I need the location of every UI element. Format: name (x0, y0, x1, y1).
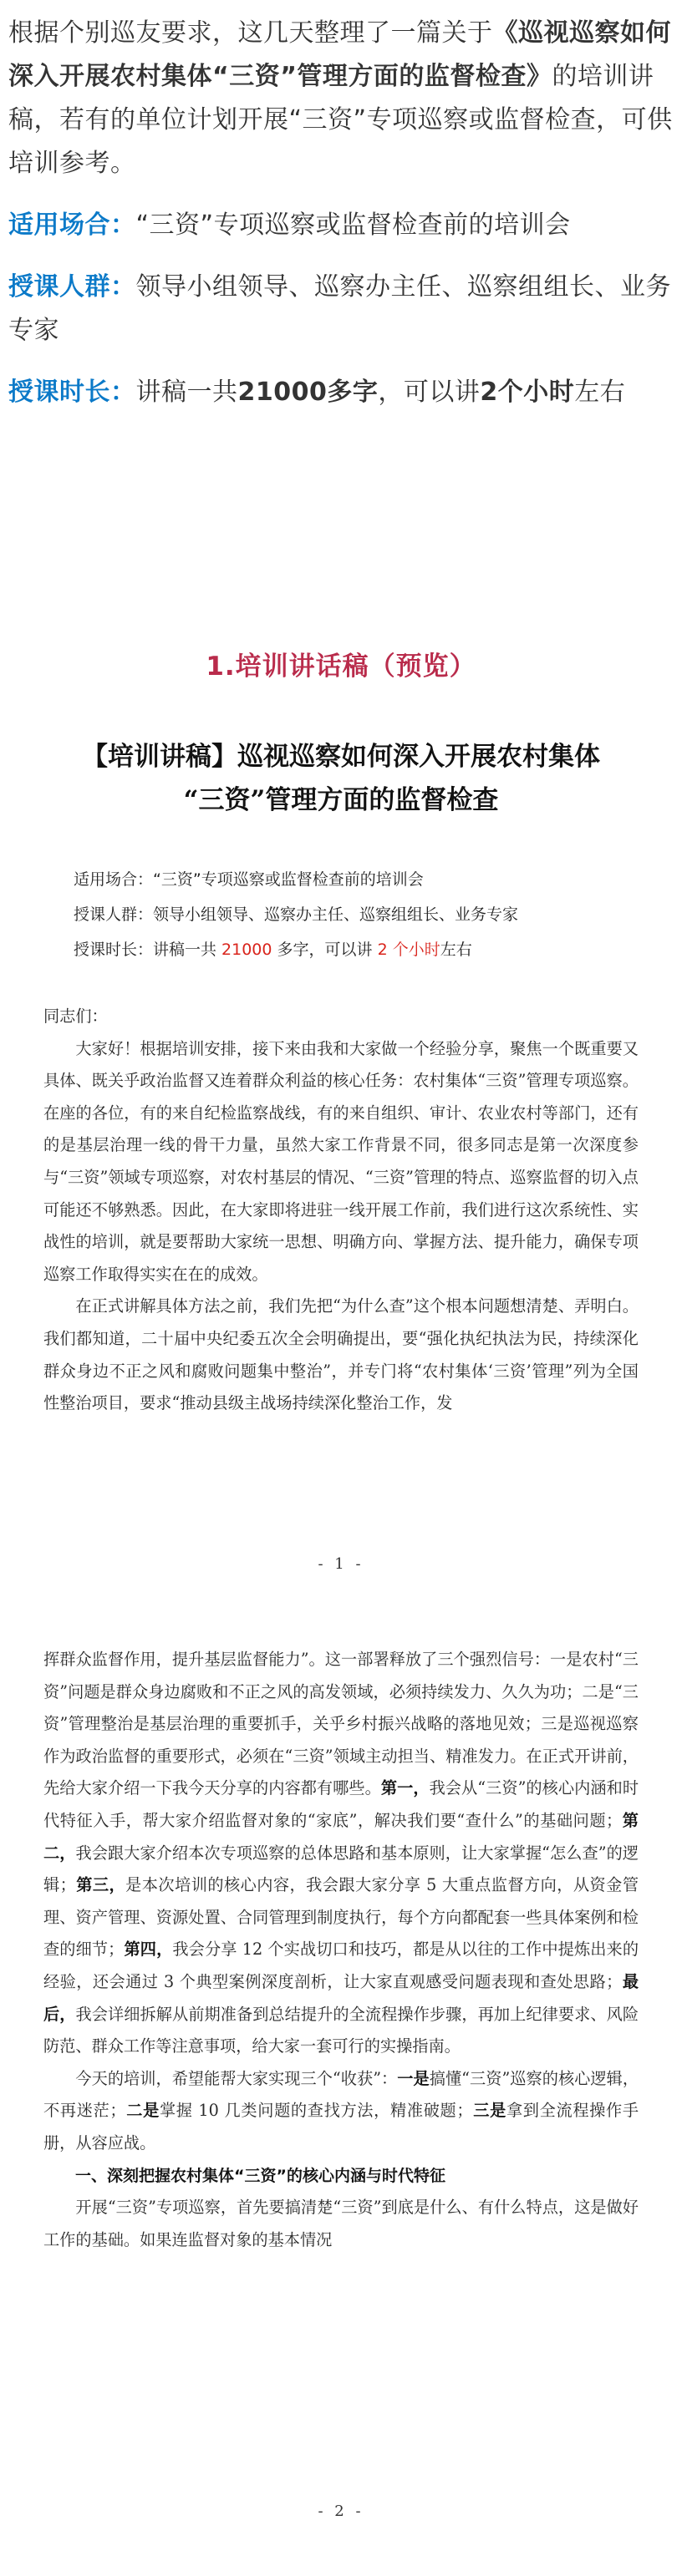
intro-duration (8, 371, 677, 414)
duration-text-2: ，可以讲 (378, 378, 481, 407)
meta-duration-text-3: 左右 (440, 941, 472, 959)
meta-duration-text: 授课时长：讲稿一共 (74, 941, 222, 959)
meta-audience-label: 授课人群： (74, 905, 154, 924)
document-page-1 (43, 735, 639, 1420)
para4-text-4: 拿到全流程操作手册，从容应战。 (43, 2101, 639, 2153)
meta-duration (74, 932, 639, 967)
article-intro (8, 12, 677, 433)
greeting: 同志们： (43, 1007, 108, 1026)
intro-scene (8, 204, 677, 247)
scene-value: “三资”专项巡察或监督检查前的培训会 (135, 210, 571, 240)
meta-scene-value: “三资”专项巡察或监督检查前的培训会 (153, 870, 424, 889)
para4-text-2: 搞懂“三资”巡察的核心逻辑，不再迷茫； (43, 2068, 639, 2121)
duration-words: 21000多字 (237, 378, 379, 407)
intro-audience (8, 266, 677, 352)
intro-text: 根据个别巡友要求，这几天整理了一篇关于 (8, 18, 493, 48)
duration-hours: 2个小时 (480, 378, 575, 407)
page-number-1: - 1 - (318, 1555, 364, 1573)
para3-bold-5: 最后， (43, 1971, 639, 2024)
meta-duration-hours: 2 个小时 (377, 941, 440, 959)
section-heading-1: 一、深刻把握农村集体“三资”的核心内涵与时代特征 (75, 2166, 445, 2185)
meta-scene (74, 862, 639, 897)
para4-bold-2: 二是 (125, 2101, 160, 2121)
audience-label: 授课人群： (8, 272, 136, 302)
para3-text-6: 我会详细拆解从前期准备到总结提升的全流程操作步骤，再加上纪律要求、风险防范、群众工作等注意事项，给大家一套可行的实操指南。 (43, 2004, 639, 2056)
body-paragraph-1: 大家好！根据培训安排，接下来由我和大家做一个经验分享，聚焦一个既重要又具体、既关乎政治监督又连着群众利益的核心任务：农村集体“三资”管理专项巡察。在座的各位，有的来自纪检监察战线，有的来自组织、审计、农业农村等部门，还有的是基层治理一线的骨干力量，虽然大家工作背景不同，很多同志是第一次深度参与“三资”领域专项巡察，对农村基层的情况、“三资”管理的特点、巡察监督的切入点可能还不够熟悉。因此，在大家即将进驻一线开展工作前，我们进行这次系统性、实战性的培训，就是要帮助大家统一思想、明确方向、掌握方法、提升能力，确保专项巡察工作取得实实在在的成效。 (43, 1038, 639, 1284)
meta-duration-text-2: 多字，可以讲 (272, 941, 378, 959)
body-paragraph-4 (43, 2063, 639, 2160)
para3-bold-2: 第二， (43, 1810, 639, 1863)
para3-bold-1: 第一， (380, 1778, 430, 1798)
meta-scene-label: 适用场合： (74, 870, 154, 889)
meta-audience (74, 897, 639, 932)
para3-text-2: 我会从“三资”的核心内涵和时代特征入手，帮大家介绍监督对象的“家底”，解决我们要“查什么”的基础问题； (43, 1778, 639, 1830)
page-number-2: - 2 - (318, 2502, 364, 2520)
duration-label: 授课时长： (8, 378, 136, 407)
para3-text-5: 我会分享 12 个实战切口和技巧，都是从以往的工作中提炼出来的经验，还会通过 3 个典型案例深度剖析，让大家直观感受问题表现和查处思路； (43, 1940, 639, 1991)
para3-bold-4: 第四， (124, 1940, 173, 1960)
duration-text-3: 左右 (574, 378, 626, 407)
para4-text-3: 掌握 10 几类问题的查找方法，精准破题； (159, 2101, 473, 2121)
intro-text-end: 的培训讲稿，若有的单位计划开展“三资”专项巡察或监督检查，可供培训参考。 (8, 62, 673, 178)
scene-label: 适用场合： (8, 210, 136, 240)
document-title-line-2: “三资”管理方面的监督检查 (183, 785, 499, 815)
body-paragraph-2: 在正式讲解具体方法之前，我们先把“为什么查”这个根本问题想清楚、弄明白。我们都知道，二十届中央纪委五次全会明确提出，要“强化执纪执法为民，持续深化群众身边不正之风和腐败问题集中整治”，并专门将“农村集体‘三资’管理”列为全国性整治项目，要求“推动县级主战场持续深化整治工作，发 (43, 1296, 639, 1413)
para3-bold-3: 第三， (75, 1875, 126, 1895)
para4-bold-3: 三是 (472, 2101, 506, 2121)
document-body-2 (43, 1644, 639, 2256)
document-title-line-1: 【培训讲稿】巡视巡察如何深入开展农村集体 (82, 742, 600, 772)
document-body-1 (43, 1001, 639, 1420)
meta-audience-value: 领导小组领导、巡察办主任、巡察组组长、业务专家 (153, 905, 519, 924)
intro-paragraph (8, 12, 677, 185)
para3-text-3: 我会跟大家介绍本次专项巡察的总体思路和基本原则，让大家掌握“怎么查”的逻辑； (43, 1843, 639, 1895)
body-paragraph-5: 开展“三资”专项巡察，首先要搞清楚“三资”到底是什么、有什么特点，这是做好工作的基础。如果连监督对象的基本情况 (43, 2198, 639, 2249)
duration-text: 讲稿一共 (135, 378, 238, 407)
document-meta (43, 862, 639, 967)
para4-bold-1: 一是 (397, 2068, 430, 2088)
document-title (43, 735, 639, 822)
document-page-2 (43, 1644, 639, 2256)
section-title: 1.培训讲话稿（预览） (206, 652, 476, 682)
intro-course-title: 《巡视巡察如何深入开展农村集体“三资”管理方面的监督检查》 (8, 18, 671, 91)
para3-text: 挥群众监督作用，提升基层监督能力”。这一部署释放了三个强烈信号：一是农村“三资”问题是群众身边腐败和不正之风的高发领域，必须持续发力、久久为功；二是“三资”管理整治是基层治理的重要抓手，关乎乡村振兴战略的落地见效；三是巡视巡察作为政治监督的重要形式，必须在“三资”领域主动担当、精准发力。在正式开讲前，先给大家介绍一下我今天分享的内容都有哪些。 (43, 1650, 639, 1798)
para3-text-4: 是本次培训的核心内容，我会跟大家分享 5 大重点监督方向，从资金管理、资产管理、资源处置、合同管理到制度执行，每个方向都配套一些具体案例和检查的细节； (43, 1875, 639, 1960)
para4-text: 今天的培训，希望能帮大家实现三个“收获”： (75, 2068, 398, 2088)
meta-duration-words: 21000 (221, 941, 272, 959)
audience-value: 领导小组领导、巡察办主任、巡察组组长、业务专家 (8, 272, 671, 345)
body-paragraph-3 (43, 1644, 639, 2063)
